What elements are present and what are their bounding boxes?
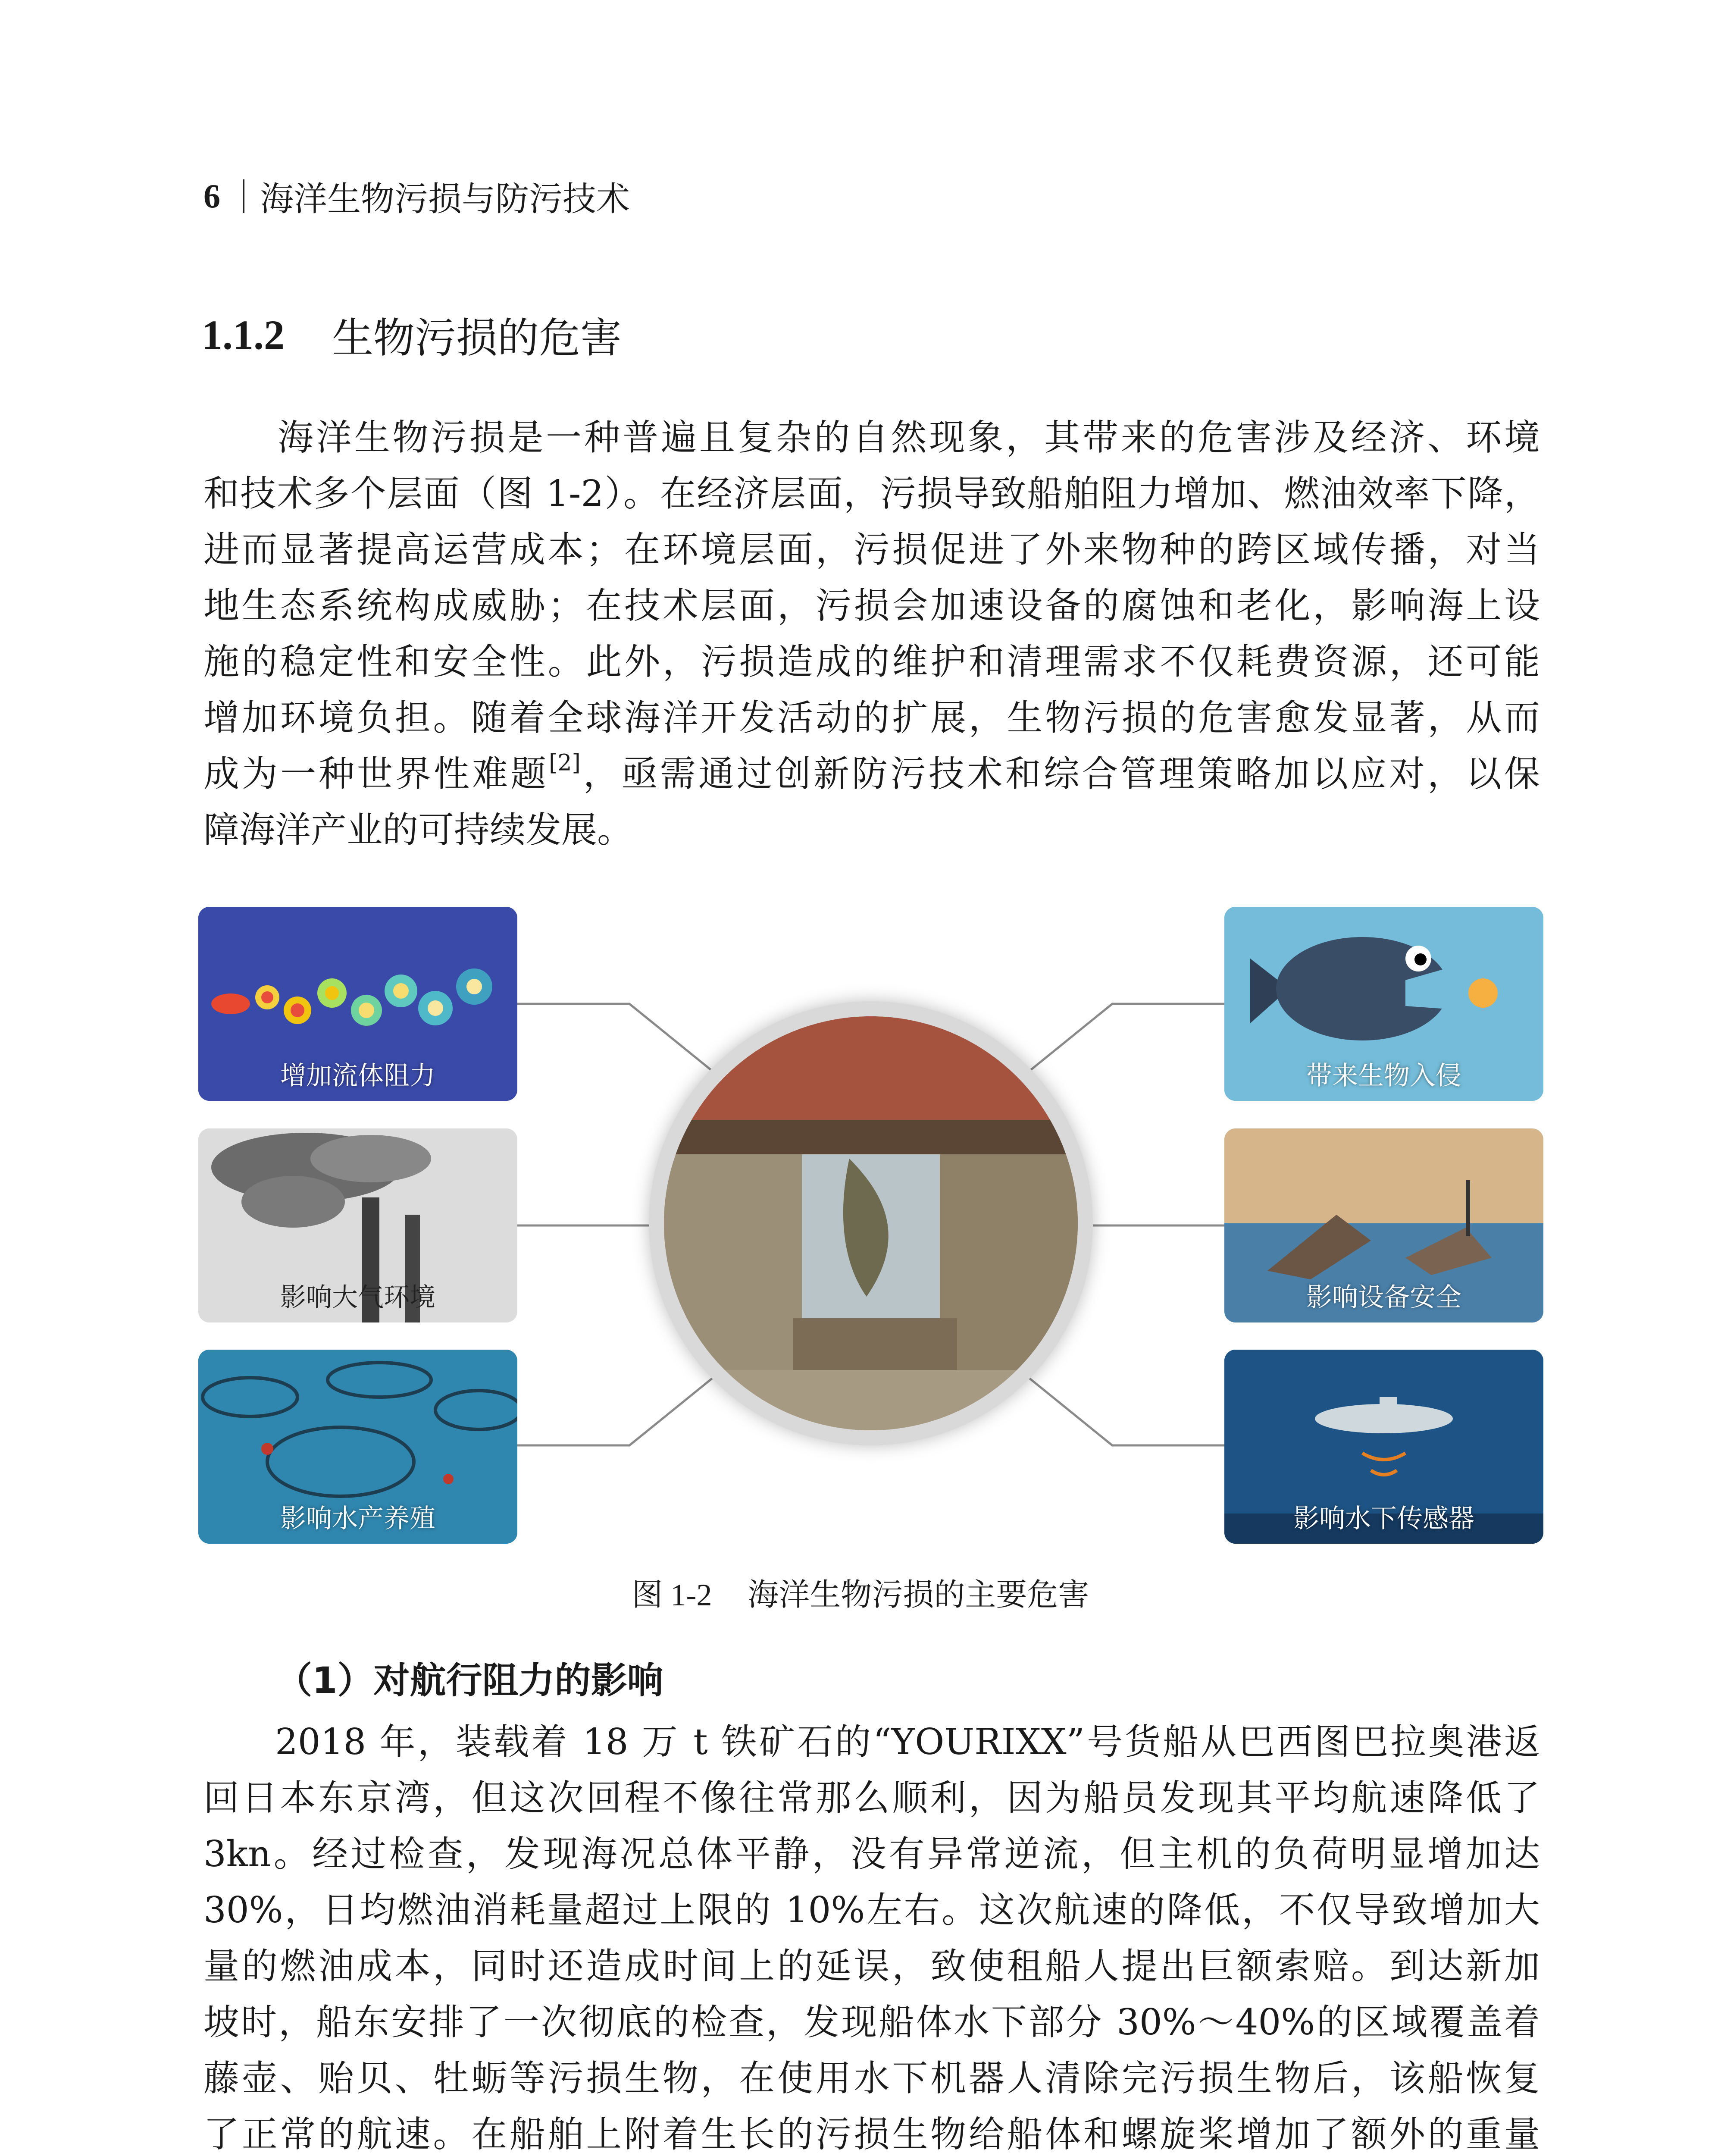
running-header <box>203 170 630 222</box>
text-line: 地生态系统构成威胁；在技术层面，污损会加速设备的腐蚀和老化，影响海上设 <box>203 585 1540 627</box>
subsection-heading: （1）对航行阻力的影响 <box>276 1659 663 1702</box>
text-line: 了正常的航速。在船舶上附着生长的污损生物给船体和螺旋桨增加了额外的重量 <box>203 2113 1540 2155</box>
text-line: 2018 年，装载着 18 万 t 铁矿石的“YOURIXX”号货船从巴西图巴拉奥港返 <box>275 1721 1540 1763</box>
fouled-propeller-photo <box>649 1001 1093 1445</box>
panel-aquaculture <box>198 1350 517 1544</box>
citation-ref: [2] <box>549 750 581 776</box>
panel-fluid-resistance <box>198 907 517 1101</box>
text-line: 进而显著提高运营成本；在环境层面，污损促进了外来物种的跨区域传播，对当 <box>203 529 1540 570</box>
panel-caption: 影响水产养殖 <box>280 1504 435 1534</box>
section-heading <box>202 304 622 365</box>
text-line: 增加环境负担。随着全球海洋开发活动的扩展，生物污损的危害愈发显著，从而 <box>203 697 1540 739</box>
text-line: 量的燃油成本，同时还造成时间上的延误，致使租船人提出巨额索赔。到达新加 <box>203 1945 1540 1987</box>
text-line: 施的稳定性和安全性。此外，污损造成的维护和清理需求不仅耗费资源，还可能 <box>203 641 1540 683</box>
text-line: 障海洋产业的可持续发展。 <box>203 809 633 851</box>
paragraph-intro <box>203 410 1540 858</box>
text-line: 3kn。经过检查，发现海况总体平静，没有异常逆流，但主机的负荷明显增加达 <box>203 1833 1540 1875</box>
book-title: 海洋生物污损与防污技术 <box>260 180 630 219</box>
page-number: 6 <box>203 177 220 215</box>
section-number: 1.1.2 <box>202 311 285 358</box>
panel-caption: 增加流体阻力 <box>280 1061 435 1091</box>
panel-air-environment <box>198 1128 517 1322</box>
figure-label: 图 1-2 <box>632 1578 712 1612</box>
text-line: 和技术多个层面（图 1-2）。在经济层面，污损导致船舶阻力增加、燃油效率下降， <box>203 473 1540 514</box>
panel-caption: 带来生物入侵 <box>1306 1061 1461 1091</box>
paragraph-navigation-resistance <box>203 1714 1540 2156</box>
figure-title: 海洋生物污损的主要危害 <box>748 1576 1089 1613</box>
text-line: 30%，日均燃油消耗量超过上限的 10%左右。这次航速的降低，不仅导致增加大 <box>203 1889 1540 1931</box>
text-line: 回日本东京湾，但这次回程不像往常那么顺利，因为船员发现其平均航速降低了 <box>203 1777 1540 1819</box>
header-divider <box>243 179 244 213</box>
propeller-image <box>664 1016 1078 1430</box>
panel-caption: 影响大气环境 <box>280 1282 435 1313</box>
panel-equipment-safety <box>1224 1128 1543 1322</box>
figure-1-2 <box>198 901 1543 1548</box>
panel-underwater-sensor <box>1224 1350 1543 1544</box>
section-title: 生物污损的危害 <box>332 313 622 362</box>
panel-caption: 影响设备安全 <box>1306 1282 1461 1313</box>
text-line: 坡时，船东安排了一次彻底的检查，发现船体水下部分 30%～40%的区域覆盖着 <box>203 2001 1540 2043</box>
text-line: 藤壶、贻贝、牡蛎等污损生物，在使用水下机器人清除完污损生物后，该船恢复 <box>203 2057 1540 2099</box>
panel-bio-invasion <box>1224 907 1543 1101</box>
panel-caption: 影响水下传感器 <box>1293 1504 1474 1534</box>
text-line: 成为一种世界性难题[2]，亟需通过创新防污技术和综合管理策略加以应对，以保 <box>203 750 1540 795</box>
text-line: 海洋生物污损是一种普遍且复杂的自然现象，其带来的危害涉及经济、环境 <box>275 417 1540 458</box>
figure-caption <box>0 1570 1721 1614</box>
